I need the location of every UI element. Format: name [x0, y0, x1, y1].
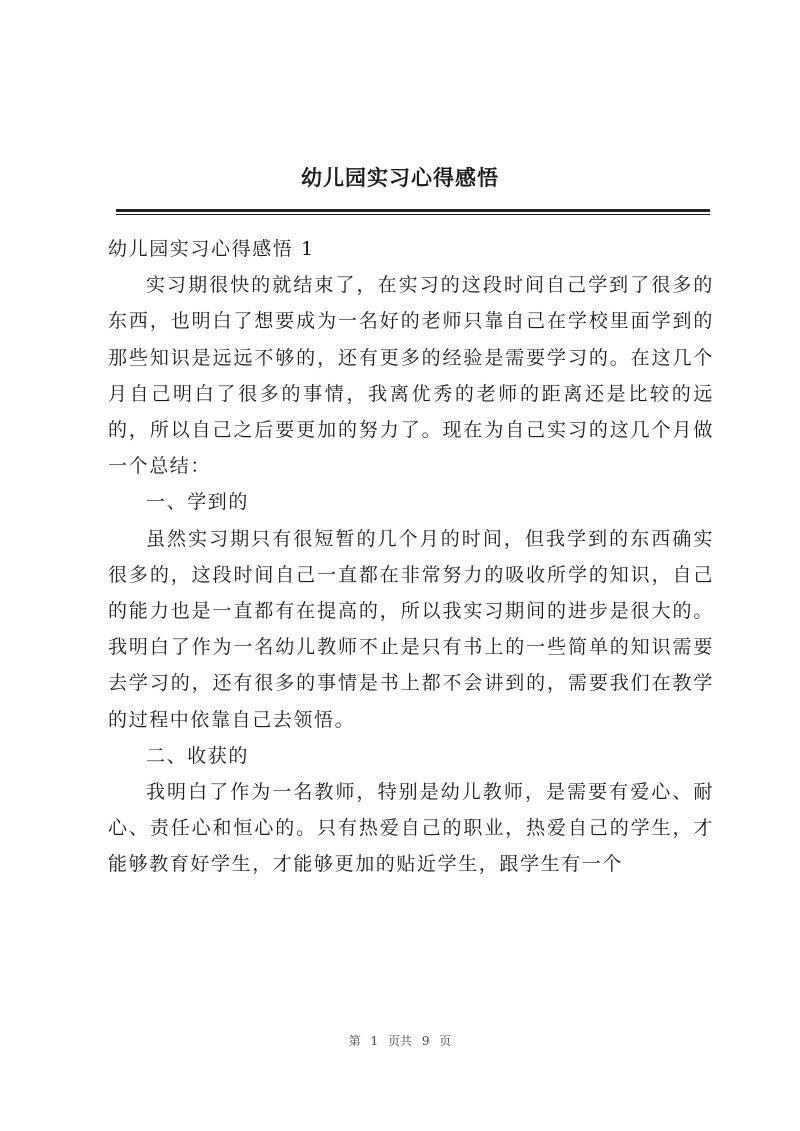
heading-gained: 二、收获的	[146, 744, 250, 767]
page-number-footer: 第 1 页共 9 页	[348, 1034, 452, 1048]
section-heading: 幼儿园实习心得感悟 1	[108, 238, 315, 260]
paragraph-learned: 虽然实习期只有很短暂的几个月的时间，但我学到的东西确实很多的，这段时间自己一直都在非常努力的吸收所学的知识，自己的能力也是一直都有在提高的，所以我实习期间的进步是很大的。我明白了作为一名幼儿教师不止是只有书上的一些简单的知识需要去学习的，还有很多的事情是书上都不会讲到的，需要我们在教学的过程中依靠自己去领悟。	[108, 527, 714, 731]
intro-paragraph: 实习期很快的就结束了，在实习的这段时间自己学到了很多的东西，也明白了想要成为一名好的老师只靠自己在学校里面学到的那些知识是远远不够的，还有更多的经验是需要学习的。在这几个月自己明白了很多的事情，我离优秀的老师的距离还是比较的远的，所以自己之后要更加的努力了。现在为自己实习的这几个月做一个总结：	[108, 274, 714, 478]
title-divider-thick	[116, 209, 710, 212]
heading-learned: 一、学到的	[146, 491, 250, 514]
paragraph-gained: 我明白了作为一名教师，特别是幼儿教师，是需要有爱心、耐心、责任心和恒心的。只有热爱自己的职业，热爱自己的学生，才能够教育好学生，才能够更加的贴近学生，跟学生有一个	[108, 781, 714, 876]
document-title: 幼儿园实习心得感悟	[301, 166, 499, 190]
document-body	[108, 231, 714, 883]
title-divider-thin	[116, 214, 710, 215]
